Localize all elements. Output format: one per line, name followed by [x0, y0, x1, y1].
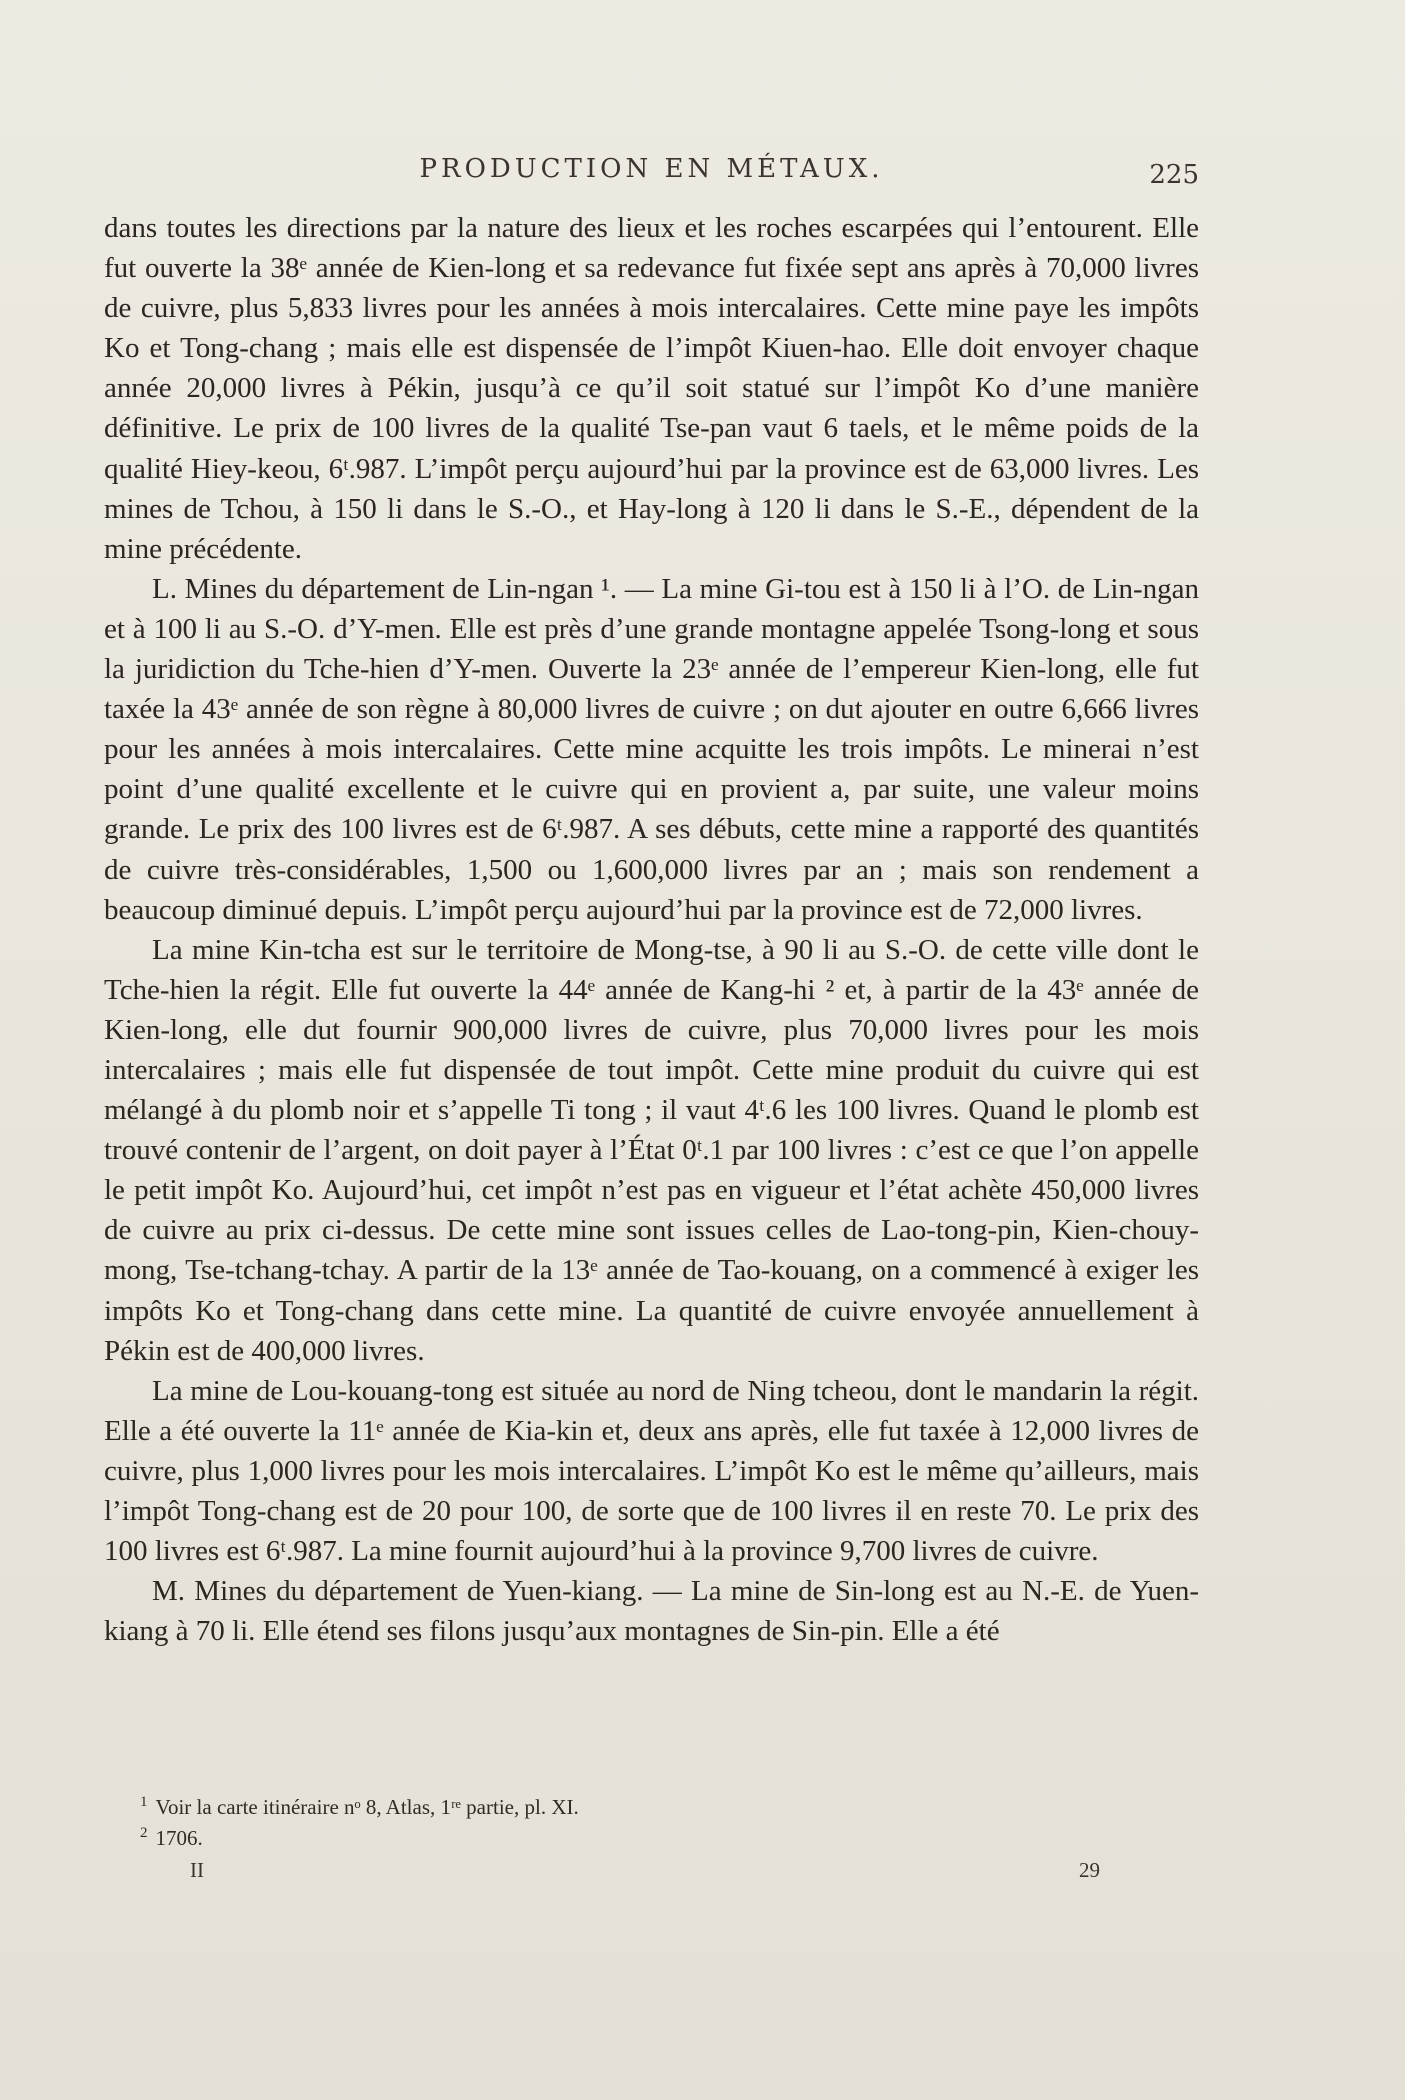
signature-mark: II — [190, 1858, 204, 1882]
sheet-number: 29 — [1079, 1858, 1100, 1882]
paragraph: M. Mines du département de Yuen-kiang. — La mine de Sin-long est au N.-E. de Yuen-kiang à 70 li. Elle étend ses filons jusqu’aux montagnes de Sin-pin. Elle a été — [104, 1575, 1199, 1648]
paragraph: L. Mines du département de Lin-ngan ¹. — La mine Gi-tou est à 150 li à l’O. de Lin-ngan et à 100 li au S.-O. d’Y-men. Elle est près d’une grande montagne appelée Tsong-long et sous la juridiction du Tche-hien d’Y-men. Ouverte la 23ᵉ année de l’empereur Kien-long, elle fut taxée la 43ᵉ année de son règne à 80,000 livres de cuivre ; on dut ajouter en outre 6,666 livres pour les années à mois intercalaires. Cette mine acquitte les trois impôts. Le minerai n’est point d’une qualité excellente et le cuivre qui en provient a, par suite, une valeur moins grande. Le prix des 100 livres est de 6ᵗ.987. A ses débuts, cette mine a rapporté des quantités de cuivre très-considérables, 1,500 ou 1,600,000 livres par an ; mais son rendement a beaucoup diminué depuis. L’impôt perçu aujourd’hui par la province est de 72,000 livres. — [104, 572, 1199, 926]
footnote-text: 1706. — [155, 1826, 203, 1850]
paragraph: La mine Kin-tcha est sur le territoire de Mong-tse, à 90 li au S.-O. de cette ville dont le Tche-hien la régit. Elle fut ouverte la 44ᵉ année de Kang-hi ² et, à partir de la 43ᵉ année de Kien-long, elle dut fournir 900,000 livres de cuivre, plus 70,000 livres pour les mois intercalaires ; mais elle fut dispensée de tout impôt. Cette mine produit du cuivre qui est mélangé à du plomb noir et s’appelle Ti tong ; il vaut 4ᵗ.6 les 100 livres. Quand le plomb est trouvé contenir de l’argent, on doit payer à l’État 0ᵗ.1 par 100 livres : c’est ce que l’on appelle le petit impôt Ko. Aujourd’hui, cet impôt n’est pas en vigueur et l’état achète 450,000 livres de cuivre au prix ci-dessus. De cette mine sont issues celles de Lao-tong-pin, Kien-chouy-mong, Tse-tchang-tchay. A partir de la 13ᵉ année de Tao-kouang, on a commencé à exiger les impôts Ko et Tong-chang dans cette mine. La quantité de cuivre envoyée annuellement à Pékin est de 400,000 livres. — [104, 933, 1199, 1367]
page-number: 225 — [1149, 160, 1199, 190]
running-title: PRODUCTION EN MÉTAUX. — [419, 154, 884, 184]
footnote-mark: 1 — [140, 1794, 148, 1810]
footnote-text: Voir la carte itinéraire nᵒ 8, Atlas, 1ʳᵉ partie, pl. XI. — [155, 1795, 579, 1819]
page-header — [104, 146, 1199, 196]
footnotes — [140, 1792, 1140, 1854]
page-footer — [190, 1858, 1100, 1888]
footnote — [140, 1792, 1140, 1823]
footnote — [140, 1823, 1140, 1854]
paragraph: La mine de Lou-kouang-tong est située au nord de Ning tcheou, dont le mandarin la régit. Elle a été ouverte la 11ᵉ année de Kia-kin et, deux ans après, elle fut taxée à 12,000 livres de cuivre, plus 1,000 livres pour les mois intercalaires. L’impôt Ko est le même qu’ailleurs, mais l’impôt Tong-chang est de 20 pour 100, de sorte que de 100 livres il en reste 70. Le prix des 100 livres est 6ᵗ.987. La mine fournit aujourd’hui à la province 9,700 livres de cuivre. — [104, 1374, 1199, 1568]
paragraph: dans toutes les directions par la nature des lieux et les roches escarpées qui l’entourent. Elle fut ouverte la 38ᵉ année de Kien-long et sa redevance fut fixée sept ans après à 70,000 livres de cuivre, plus 5,833 livres pour les années à mois intercalaires. Cette mine paye les impôts Ko et Tong-chang ; mais elle est dispensée de l’impôt Kiuen-hao. Elle doit envoyer chaque année 20,000 livres à Pékin, jusqu’à ce qu’il soit statué sur l’impôt Ko d’une manière définitive. Le prix de 100 livres de la qualité Tse-pan vaut 6 taels, et le même poids de la qualité Hiey-keou, 6ᵗ.987. L’impôt perçu aujourd’hui par la province est de 63,000 livres. Les mines de Tchou, à 150 li dans le S.-O., et Hay-long à 120 li dans le S.-E., dépendent de la mine précédente. — [104, 212, 1199, 565]
body-text — [104, 208, 1199, 1651]
footnote-mark: 2 — [140, 1825, 148, 1841]
